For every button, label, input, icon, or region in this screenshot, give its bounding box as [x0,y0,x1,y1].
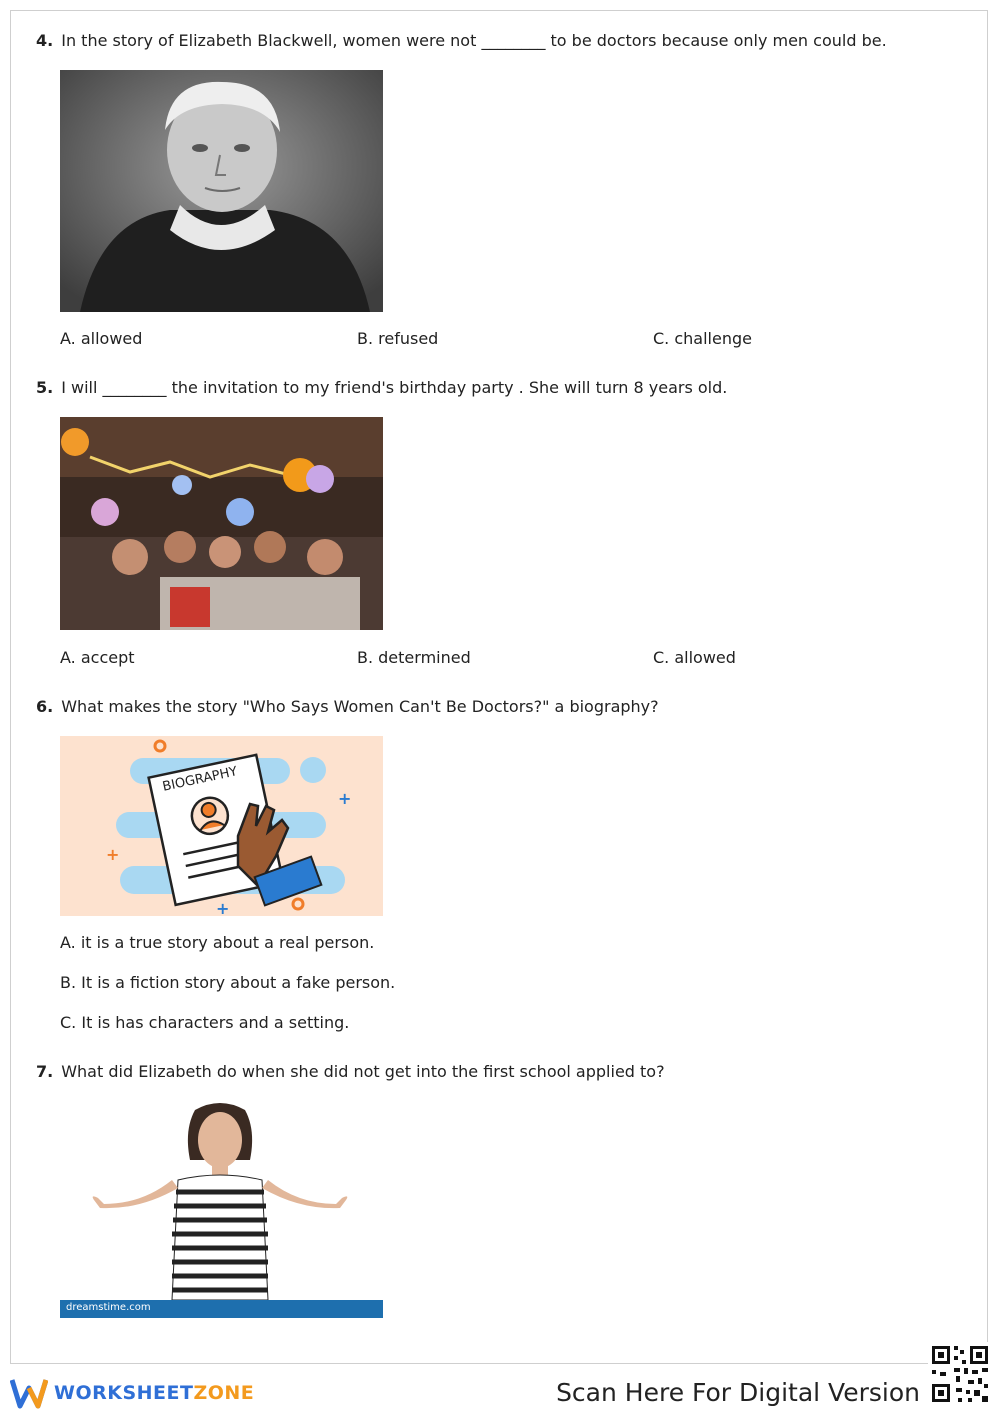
option-b[interactable]: B. It is a fiction story about a fake person. [60,973,396,992]
question-4 [36,30,887,52]
logo-worksheet: WORKSHEET [54,1382,194,1404]
birthday-party-photo [60,417,383,630]
w-logo-icon [10,1376,48,1410]
option-a[interactable]: A. it is a true story about a real person. [60,933,375,952]
question-5 [36,377,727,399]
option-c[interactable]: C. allowed [653,648,736,667]
option-b[interactable]: B. determined [357,648,471,667]
question-6 [36,696,659,718]
qr-code-icon[interactable] [928,1342,992,1406]
image-caption: dreamstime.com [66,1302,151,1313]
question-number: 4. [36,31,54,50]
svg-text:+: + [216,899,230,916]
question-number: 7. [36,1062,54,1081]
question-text: In the story of Elizabeth Blackwell, women were not ________ to be doctors because only men could be. [61,31,887,50]
meditating-woman-photo [60,1100,383,1318]
option-c[interactable]: C. It is has characters and a setting. [60,1013,350,1032]
question-number: 6. [36,697,54,716]
worksheetzone-logo[interactable] [10,1376,254,1410]
question-text: What did Elizabeth do when she did not get into the first school applied to? [61,1062,665,1081]
svg-text:+: + [106,845,120,864]
biography-label: BIOGRAPHY [161,764,239,795]
question-7 [36,1061,665,1083]
svg-text:+: + [338,789,352,808]
question-number: 5. [36,378,54,397]
elizabeth-blackwell-photo [60,70,383,312]
option-a[interactable]: A. accept [60,648,135,667]
question-text: What makes the story "Who Says Women Can't Be Doctors?" a biography? [61,697,659,716]
option-c[interactable]: C. challenge [653,329,752,348]
option-a[interactable]: A. allowed [60,329,143,348]
logo-zone: ZONE [193,1382,255,1404]
biography-illustration [60,736,383,916]
option-b[interactable]: B. refused [357,329,439,348]
scan-here-text: Scan Here For Digital Version [556,1378,920,1407]
question-text: I will ________ the invitation to my friend's birthday party . She will turn 8 years old. [61,378,728,397]
